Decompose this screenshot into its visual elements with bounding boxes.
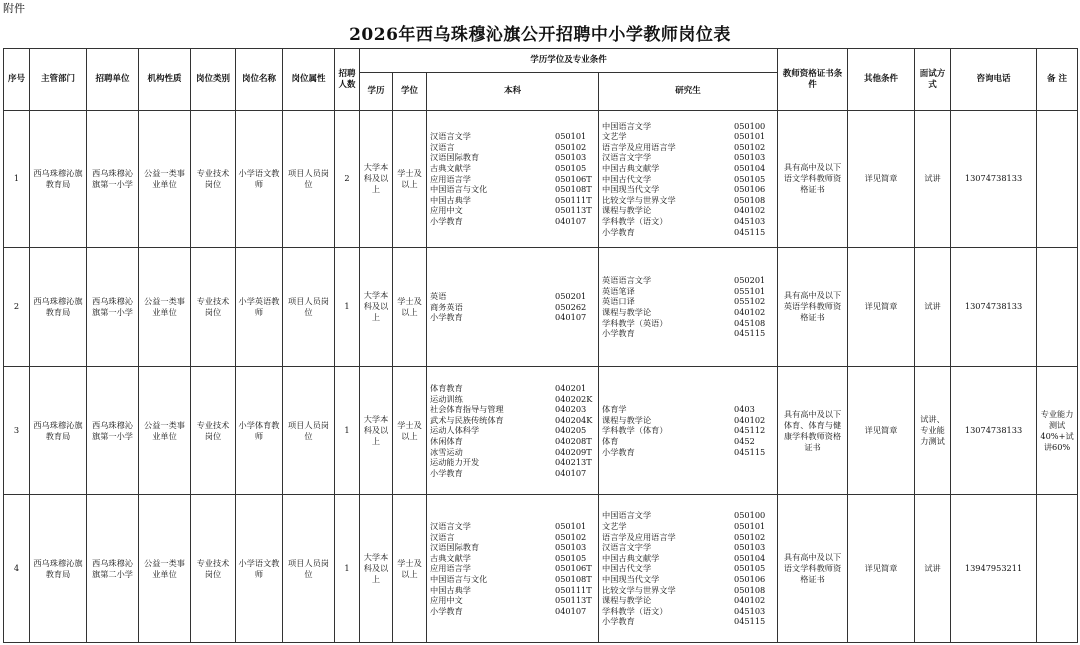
major-item <box>602 121 774 132</box>
major-name: 体育教育 <box>430 383 463 394</box>
major-name: 古典文献学 <box>430 552 471 563</box>
major-code: 040213T <box>555 457 592 468</box>
major-item <box>430 585 595 596</box>
major-code: 040208T <box>555 436 592 447</box>
major-item <box>602 436 774 447</box>
header-interview: 面试方式 <box>915 49 951 111</box>
attachment-label: 附件 <box>3 2 25 15</box>
header-remarks: 备 注 <box>1037 49 1078 111</box>
major-code: 050105 <box>555 552 587 563</box>
cell-count: 1 <box>335 247 360 366</box>
major-code: 050113T <box>555 205 592 216</box>
major-item <box>430 312 595 323</box>
major-name: 小学教育 <box>602 446 635 457</box>
major-code: 040107 <box>555 467 587 478</box>
major-code: 050104 <box>734 163 766 174</box>
cell-unit: 西乌珠穆沁旗第二小学 <box>87 495 139 643</box>
header-post-name: 岗位名称 <box>236 49 283 111</box>
header-count: 招聘人数 <box>335 49 360 111</box>
major-name: 小学教育 <box>602 328 635 339</box>
major-item <box>430 415 595 426</box>
major-code: 050106T <box>555 173 592 184</box>
major-item <box>430 184 595 195</box>
major-code: 050108T <box>555 574 592 585</box>
major-name: 课程与教学论 <box>602 306 652 317</box>
major-item <box>430 447 595 458</box>
major-item <box>602 195 774 206</box>
cell-remarks <box>1037 247 1078 366</box>
cell-cert: 具有高中及以下语文学科教师资格证书 <box>778 495 848 643</box>
cell-cert: 具有高中及以下体育、体育与健康学科教师资格证书 <box>778 366 848 495</box>
cell-education: 大学本科及以上 <box>360 247 393 366</box>
cell-interview: 试讲、专业能力测试 <box>915 366 951 495</box>
major-item <box>430 563 595 574</box>
major-name: 应用语言学 <box>430 173 471 184</box>
major-code: 050104 <box>734 552 766 563</box>
major-code: 040203 <box>555 404 587 415</box>
major-name: 小学教育 <box>430 605 463 616</box>
major-item <box>430 394 595 405</box>
major-code: 055102 <box>734 296 766 307</box>
major-name: 汉语国际教育 <box>430 542 480 553</box>
cell-post-attr: 项目人员岗位 <box>283 111 335 248</box>
major-code: 040107 <box>555 312 587 323</box>
cell-nature: 公益一类事业单位 <box>139 366 191 495</box>
major-name: 比较文学与世界文学 <box>602 584 676 595</box>
major-code: 0403 <box>734 404 755 415</box>
major-code: 050201 <box>734 275 766 286</box>
header-post-category: 岗位类别 <box>191 49 236 111</box>
cell-unit: 西乌珠穆沁旗第一小学 <box>87 366 139 495</box>
major-item <box>602 296 774 307</box>
major-item <box>430 163 595 174</box>
header-degree: 学位 <box>393 73 427 111</box>
major-name: 语言学及应用语言学 <box>602 531 676 542</box>
cell-post-category: 专业技术岗位 <box>191 111 236 248</box>
cell-post-attr: 项目人员岗位 <box>283 495 335 643</box>
major-code: 040107 <box>555 216 587 227</box>
cell-nature: 公益一类事业单位 <box>139 495 191 643</box>
cell-nature: 公益一类事业单位 <box>139 111 191 248</box>
major-name: 休闲体育 <box>430 436 463 447</box>
major-code: 045115 <box>734 328 766 339</box>
major-name: 中国语言与文化 <box>430 184 488 195</box>
header-phone: 咨询电话 <box>951 49 1037 111</box>
major-item <box>430 152 595 163</box>
major-code: 050106 <box>734 184 766 195</box>
major-code: 0452 <box>734 436 755 447</box>
major-name: 中国古典学 <box>430 194 471 205</box>
major-code: 050108 <box>734 194 766 205</box>
major-name: 比较文学与世界文学 <box>602 194 676 205</box>
table-row <box>4 366 1078 495</box>
major-code: 040202K <box>555 393 593 404</box>
major-item <box>430 436 595 447</box>
cell-post-category: 专业技术岗位 <box>191 366 236 495</box>
major-item <box>430 532 595 543</box>
major-code: 050105 <box>734 173 766 184</box>
major-item <box>602 307 774 318</box>
major-name: 武术与民族传统体育 <box>430 414 504 425</box>
header-undergrad: 本科 <box>427 73 599 111</box>
cell-seq: 3 <box>4 366 30 495</box>
cell-post-name: 小学语文教师 <box>236 111 283 248</box>
major-item <box>430 425 595 436</box>
major-code: 050103 <box>734 152 766 163</box>
major-item <box>602 174 774 185</box>
major-name: 英语语言文学 <box>602 275 652 286</box>
header-education: 学历 <box>360 73 393 111</box>
major-name: 课程与教学论 <box>602 414 652 425</box>
major-name: 中国语言与文化 <box>430 574 488 585</box>
major-code: 050111T <box>555 584 592 595</box>
major-item <box>602 205 774 216</box>
major-code: 050201 <box>555 291 587 302</box>
cell-degree: 学士及以上 <box>393 366 427 495</box>
major-code: 050111T <box>555 194 592 205</box>
major-item <box>430 457 595 468</box>
major-item <box>602 163 774 174</box>
cell-other: 详见简章 <box>848 247 915 366</box>
major-item <box>602 616 774 627</box>
major-code: 050113T <box>555 595 592 606</box>
cell-graduate-majors <box>599 495 778 643</box>
cell-phone: 13074738133 <box>951 111 1037 248</box>
major-item <box>602 184 774 195</box>
major-item <box>602 286 774 297</box>
major-code: 050103 <box>555 542 587 553</box>
major-code: 050103 <box>734 542 766 553</box>
major-name: 汉语言 <box>430 531 455 542</box>
major-item <box>602 152 774 163</box>
major-code: 040102 <box>734 306 766 317</box>
major-name: 小学教育 <box>430 312 463 323</box>
major-name: 应用中文 <box>430 595 463 606</box>
cell-count: 2 <box>335 111 360 248</box>
major-item <box>602 227 774 238</box>
major-item <box>602 447 774 458</box>
major-name: 课程与教学论 <box>602 205 652 216</box>
major-code: 040204K <box>555 414 593 425</box>
cell-count: 1 <box>335 495 360 643</box>
cell-degree: 学士及以上 <box>393 111 427 248</box>
major-name: 中国古典文献学 <box>602 163 660 174</box>
major-code: 050100 <box>734 120 766 131</box>
cell-degree: 学士及以上 <box>393 495 427 643</box>
cell-interview: 试讲 <box>915 111 951 248</box>
major-name: 汉语言文学 <box>430 131 471 142</box>
major-item <box>430 142 595 153</box>
major-item <box>602 553 774 564</box>
major-code: 040102 <box>734 414 766 425</box>
cell-other: 详见简章 <box>848 366 915 495</box>
major-name: 运动训练 <box>430 393 463 404</box>
major-item <box>430 404 595 415</box>
major-name: 学科教学（体育） <box>602 425 668 436</box>
major-code: 050102 <box>734 531 766 542</box>
header-unit: 招聘单位 <box>87 49 139 111</box>
major-item <box>602 328 774 339</box>
cell-graduate-majors <box>599 247 778 366</box>
major-name: 汉语言文学 <box>430 521 471 532</box>
major-name: 中国古典学 <box>430 584 471 595</box>
table-row <box>4 495 1078 643</box>
major-code: 050101 <box>734 131 766 142</box>
cell-post-category: 专业技术岗位 <box>191 247 236 366</box>
major-name: 语言学及应用语言学 <box>602 141 676 152</box>
cell-dept: 西乌珠穆沁旗教育局 <box>30 366 87 495</box>
cell-phone: 13947953211 <box>951 495 1037 643</box>
major-item <box>602 521 774 532</box>
major-item <box>430 383 595 394</box>
cell-remarks <box>1037 495 1078 643</box>
major-name: 汉语言 <box>430 141 455 152</box>
cell-education: 大学本科及以上 <box>360 495 393 643</box>
cell-remarks <box>1037 111 1078 248</box>
major-code: 045103 <box>734 605 766 616</box>
cell-seq: 4 <box>4 495 30 643</box>
major-item <box>430 574 595 585</box>
cell-unit: 西乌珠穆沁旗第一小学 <box>87 111 139 248</box>
major-code: 040102 <box>734 205 766 216</box>
major-item <box>602 142 774 153</box>
major-name: 运动能力开发 <box>430 457 480 468</box>
major-code: 040209T <box>555 446 592 457</box>
table-row <box>4 111 1078 248</box>
major-code: 045112 <box>734 425 766 436</box>
header-post-attr: 岗位属性 <box>283 49 335 111</box>
major-item <box>430 195 595 206</box>
cell-interview: 试讲 <box>915 247 951 366</box>
major-name: 学科教学（英语） <box>602 317 668 328</box>
major-code: 050101 <box>555 521 587 532</box>
major-name: 英语笔译 <box>602 285 635 296</box>
cell-count: 1 <box>335 366 360 495</box>
cell-post-category: 专业技术岗位 <box>191 495 236 643</box>
major-code: 050101 <box>555 131 587 142</box>
cell-seq: 2 <box>4 247 30 366</box>
major-item <box>430 131 595 142</box>
major-name: 文艺学 <box>602 521 627 532</box>
major-item <box>602 275 774 286</box>
cell-post-name: 小学语文教师 <box>236 495 283 643</box>
major-code: 050102 <box>734 141 766 152</box>
cell-education: 大学本科及以上 <box>360 366 393 495</box>
major-name: 汉语国际教育 <box>430 152 480 163</box>
major-item <box>430 216 595 227</box>
major-name: 古典文献学 <box>430 163 471 174</box>
major-item <box>602 574 774 585</box>
major-item <box>602 415 774 426</box>
major-code: 040205 <box>555 425 587 436</box>
major-code: 050262 <box>555 301 587 312</box>
major-name: 运动人体科学 <box>430 425 480 436</box>
cell-nature: 公益一类事业单位 <box>139 247 191 366</box>
major-name: 小学教育 <box>602 226 635 237</box>
cell-post-name: 小学英语教师 <box>236 247 283 366</box>
major-name: 中国现当代文学 <box>602 184 660 195</box>
header-cert: 教师资格证书条件 <box>778 49 848 111</box>
major-name: 中国现当代文学 <box>602 574 660 585</box>
major-name: 应用中文 <box>430 205 463 216</box>
major-name: 汉语言文字学 <box>602 542 652 553</box>
major-name: 冰雪运动 <box>430 446 463 457</box>
major-name: 课程与教学论 <box>602 595 652 606</box>
major-name: 汉语言文字学 <box>602 152 652 163</box>
cell-cert: 具有高中及以下语文学科教师资格证书 <box>778 111 848 248</box>
major-code: 055101 <box>734 285 766 296</box>
major-code: 050102 <box>555 141 587 152</box>
header-graduate: 研究生 <box>599 73 778 111</box>
major-name: 体育学 <box>602 404 627 415</box>
major-name: 英语口译 <box>602 296 635 307</box>
major-item <box>602 542 774 553</box>
major-item <box>602 318 774 329</box>
major-code: 045115 <box>734 226 766 237</box>
major-item <box>602 404 774 415</box>
major-item <box>430 521 595 532</box>
cell-graduate-majors <box>599 111 778 248</box>
major-item <box>430 302 595 313</box>
cell-post-attr: 项目人员岗位 <box>283 247 335 366</box>
major-code: 050108T <box>555 184 592 195</box>
major-name: 中国古代文学 <box>602 563 652 574</box>
major-code: 040102 <box>734 595 766 606</box>
major-item <box>430 291 595 302</box>
cell-other: 详见简章 <box>848 495 915 643</box>
major-name: 中国语言文学 <box>602 510 652 521</box>
header-dept: 主管部门 <box>30 49 87 111</box>
cell-post-name: 小学体育教师 <box>236 366 283 495</box>
major-name: 中国古代文学 <box>602 173 652 184</box>
major-code: 050101 <box>734 521 766 532</box>
major-item <box>602 425 774 436</box>
major-item <box>602 606 774 617</box>
major-code: 050102 <box>555 531 587 542</box>
table-row <box>4 247 1078 366</box>
major-item <box>430 205 595 216</box>
cell-dept: 西乌珠穆沁旗教育局 <box>30 247 87 366</box>
major-code: 045108 <box>734 317 766 328</box>
header-other: 其他条件 <box>848 49 915 111</box>
major-item <box>602 510 774 521</box>
major-name: 小学教育 <box>430 216 463 227</box>
major-item <box>430 606 595 617</box>
cell-seq: 1 <box>4 111 30 248</box>
major-code: 040107 <box>555 605 587 616</box>
major-code: 050105 <box>555 163 587 174</box>
major-item <box>602 131 774 142</box>
major-item <box>602 595 774 606</box>
major-item <box>602 585 774 596</box>
cell-phone: 13074738133 <box>951 366 1037 495</box>
major-name: 社会体育指导与管理 <box>430 404 504 415</box>
header-nature: 机构性质 <box>139 49 191 111</box>
header-seq: 序号 <box>4 49 30 111</box>
major-item <box>430 174 595 185</box>
job-table <box>3 48 1078 643</box>
cell-other: 详见简章 <box>848 111 915 248</box>
cell-dept: 西乌珠穆沁旗教育局 <box>30 111 87 248</box>
major-code: 045115 <box>734 446 766 457</box>
cell-post-attr: 项目人员岗位 <box>283 366 335 495</box>
major-name: 学科教学（语文） <box>602 605 668 616</box>
major-item <box>602 216 774 227</box>
major-code: 045115 <box>734 616 766 627</box>
major-code: 050100 <box>734 510 766 521</box>
cell-undergrad-majors <box>427 366 599 495</box>
major-name: 学科教学（语文） <box>602 216 668 227</box>
job-table-body <box>4 111 1078 643</box>
major-name: 中国古典文献学 <box>602 552 660 563</box>
major-code: 050105 <box>734 563 766 574</box>
major-name: 文艺学 <box>602 131 627 142</box>
major-item <box>602 532 774 543</box>
major-name: 小学教育 <box>430 467 463 478</box>
major-name: 中国语言文学 <box>602 120 652 131</box>
major-name: 英语 <box>430 291 447 302</box>
major-code: 050103 <box>555 152 587 163</box>
cell-dept: 西乌珠穆沁旗教育局 <box>30 495 87 643</box>
major-code: 050106 <box>734 574 766 585</box>
header-edu-group: 学历学位及专业条件 <box>360 49 778 73</box>
major-item <box>430 553 595 564</box>
cell-cert: 具有高中及以下英语学科教师资格证书 <box>778 247 848 366</box>
major-item <box>430 542 595 553</box>
major-name: 体育 <box>602 436 619 447</box>
cell-remarks: 专业能力测试40%+试讲60% <box>1037 366 1078 495</box>
cell-undergrad-majors <box>427 495 599 643</box>
cell-undergrad-majors <box>427 111 599 248</box>
major-name: 应用语言学 <box>430 563 471 574</box>
page-title: 2026年西乌珠穆沁旗公开招聘中小学教师岗位表 <box>349 25 731 45</box>
major-code: 040201 <box>555 383 587 394</box>
cell-phone: 13074738133 <box>951 247 1037 366</box>
cell-unit: 西乌珠穆沁旗第一小学 <box>87 247 139 366</box>
cell-graduate-majors <box>599 366 778 495</box>
cell-interview: 试讲 <box>915 495 951 643</box>
major-code: 050108 <box>734 584 766 595</box>
major-item <box>602 563 774 574</box>
major-name: 商务英语 <box>430 301 463 312</box>
major-code: 050106T <box>555 563 592 574</box>
cell-undergrad-majors <box>427 247 599 366</box>
cell-education: 大学本科及以上 <box>360 111 393 248</box>
major-item <box>430 468 595 479</box>
major-name: 小学教育 <box>602 616 635 627</box>
major-item <box>430 595 595 606</box>
major-code: 045103 <box>734 216 766 227</box>
cell-degree: 学士及以上 <box>393 247 427 366</box>
